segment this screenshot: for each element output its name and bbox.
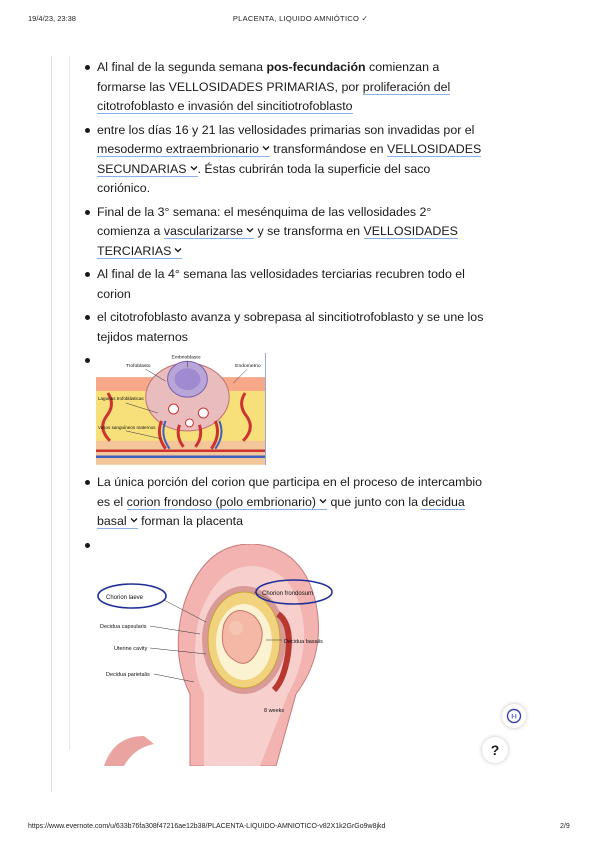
label-chorion-laeve: Chorion laeve <box>106 594 144 601</box>
select-value: VELLOSIDADES SECUNDARIAS <box>97 142 482 176</box>
text-segment: que junto con la <box>327 494 422 509</box>
select-value: VELLOSIDADES TERCIARIAS <box>97 224 458 258</box>
print-doc-title: PLACENTA, LIQUIDO AMNIÓTICO ✓ <box>232 14 369 23</box>
bullet-list <box>84 58 484 766</box>
label-decidua-basalis: Decidua basalis <box>284 638 323 645</box>
answer-link-proliferation[interactable]: proliferación del citotrofoblasto e invasión del sincitiotrofoblasto <box>97 79 451 113</box>
text-segment: transformándose en <box>269 142 387 156</box>
label-endometrio: Endometrio <box>235 364 261 370</box>
reader-mode-button[interactable] <box>502 704 526 728</box>
bullet-citotrofoblasto: el citotrofoblasto avanza y sobrepasa al sincitiotrofoblasto y se une los tejidos maternos <box>84 308 484 347</box>
bullet-villi-primary <box>84 58 484 117</box>
select-corion-frondoso[interactable] <box>127 495 327 510</box>
select-mesodermo[interactable] <box>97 142 270 157</box>
label-embrioblasto: Embrioblasto <box>171 355 201 361</box>
chevron-down-icon[interactable] <box>174 246 182 254</box>
chevron-down-icon[interactable] <box>190 164 198 172</box>
label-decidua-capsularis: Decidua capsularis <box>100 623 147 630</box>
print-url: https://www.evernote.com/u/633b76fa308f47216ae12b38/PLACENTA-LIQUIDO-AMNIOTICO-v82X1k2GrGo9w8jkd <box>28 823 386 830</box>
chevron-down-icon[interactable] <box>246 226 254 234</box>
bullet-image-uterus <box>84 536 484 766</box>
chevron-down-icon[interactable] <box>130 516 138 524</box>
note-content <box>84 58 484 770</box>
label-chorion-frondosum: Chorion frondosum <box>262 590 314 597</box>
text-segment: La única porción del corion que participa en el proceso de intercambio es el <box>97 475 483 509</box>
label-8-weeks: 8 weeks <box>264 707 285 714</box>
text-segment: Final de la 3° semana: el mesénquima de las vellosidades 2° comienza a <box>97 204 432 238</box>
bullet-villi-tertiary <box>84 203 484 262</box>
label-uterine-cavity: Uterine cavity <box>114 645 148 652</box>
label-vasos: Vasos sanguíneos maternos <box>97 424 156 430</box>
select-value: vascularizarse <box>163 224 244 238</box>
content-margin-rule <box>69 56 70 750</box>
print-timestamp: 19/4/23, 23:38 <box>28 14 76 23</box>
label-decidua-parietalis: Decidua parietalis <box>106 671 150 678</box>
select-value: mesodermo extraembrionario <box>97 142 259 156</box>
chevron-down-icon[interactable] <box>262 144 270 152</box>
page-number: 2/9 <box>560 823 570 830</box>
chevron-down-icon[interactable] <box>319 497 327 505</box>
embryo-implantation-figure <box>96 353 266 465</box>
bullet-fourth-week: Al final de la 4° semana las vellosidades terciarias recubren todo el corion <box>84 265 484 304</box>
reader-icon-label: I·I <box>511 714 517 721</box>
reader-icon <box>506 708 522 724</box>
bold-text: pos-fecundación <box>266 60 366 74</box>
text-segment: y se transforma en <box>254 224 364 238</box>
note-margin-rule <box>51 56 52 792</box>
text-segment: . Éstas cubrirán toda la superficie del saco coriónico. <box>97 161 431 195</box>
print-header <box>0 14 601 28</box>
text-segment: Al final de la segunda semana <box>97 60 267 74</box>
select-vascularizarse[interactable] <box>164 224 254 239</box>
text-segment: forman la placenta <box>137 514 244 528</box>
uterus-8-weeks-figure <box>94 544 334 766</box>
text-segment: entre los días 16 y 21 las vellosidades primarias son invadidas por el <box>97 122 475 137</box>
label-lagunas: Lagunas trofoblásticas <box>97 396 144 402</box>
select-value: corion frondoso (polo embrionario) <box>126 494 317 509</box>
print-footer <box>0 823 601 835</box>
bullet-villi-secondary <box>84 121 484 199</box>
label-trofoblasto: Trofoblasto <box>125 364 151 370</box>
select-value: decidua basal <box>97 494 465 528</box>
bullet-image-embryo <box>84 351 484 469</box>
help-button[interactable] <box>482 737 508 763</box>
text-segment: comienzan a formarse las VELLOSIDADES PRIMARIAS, por <box>97 60 440 94</box>
bullet-corion-frondoso <box>84 473 484 532</box>
help-icon: ? <box>490 742 500 758</box>
